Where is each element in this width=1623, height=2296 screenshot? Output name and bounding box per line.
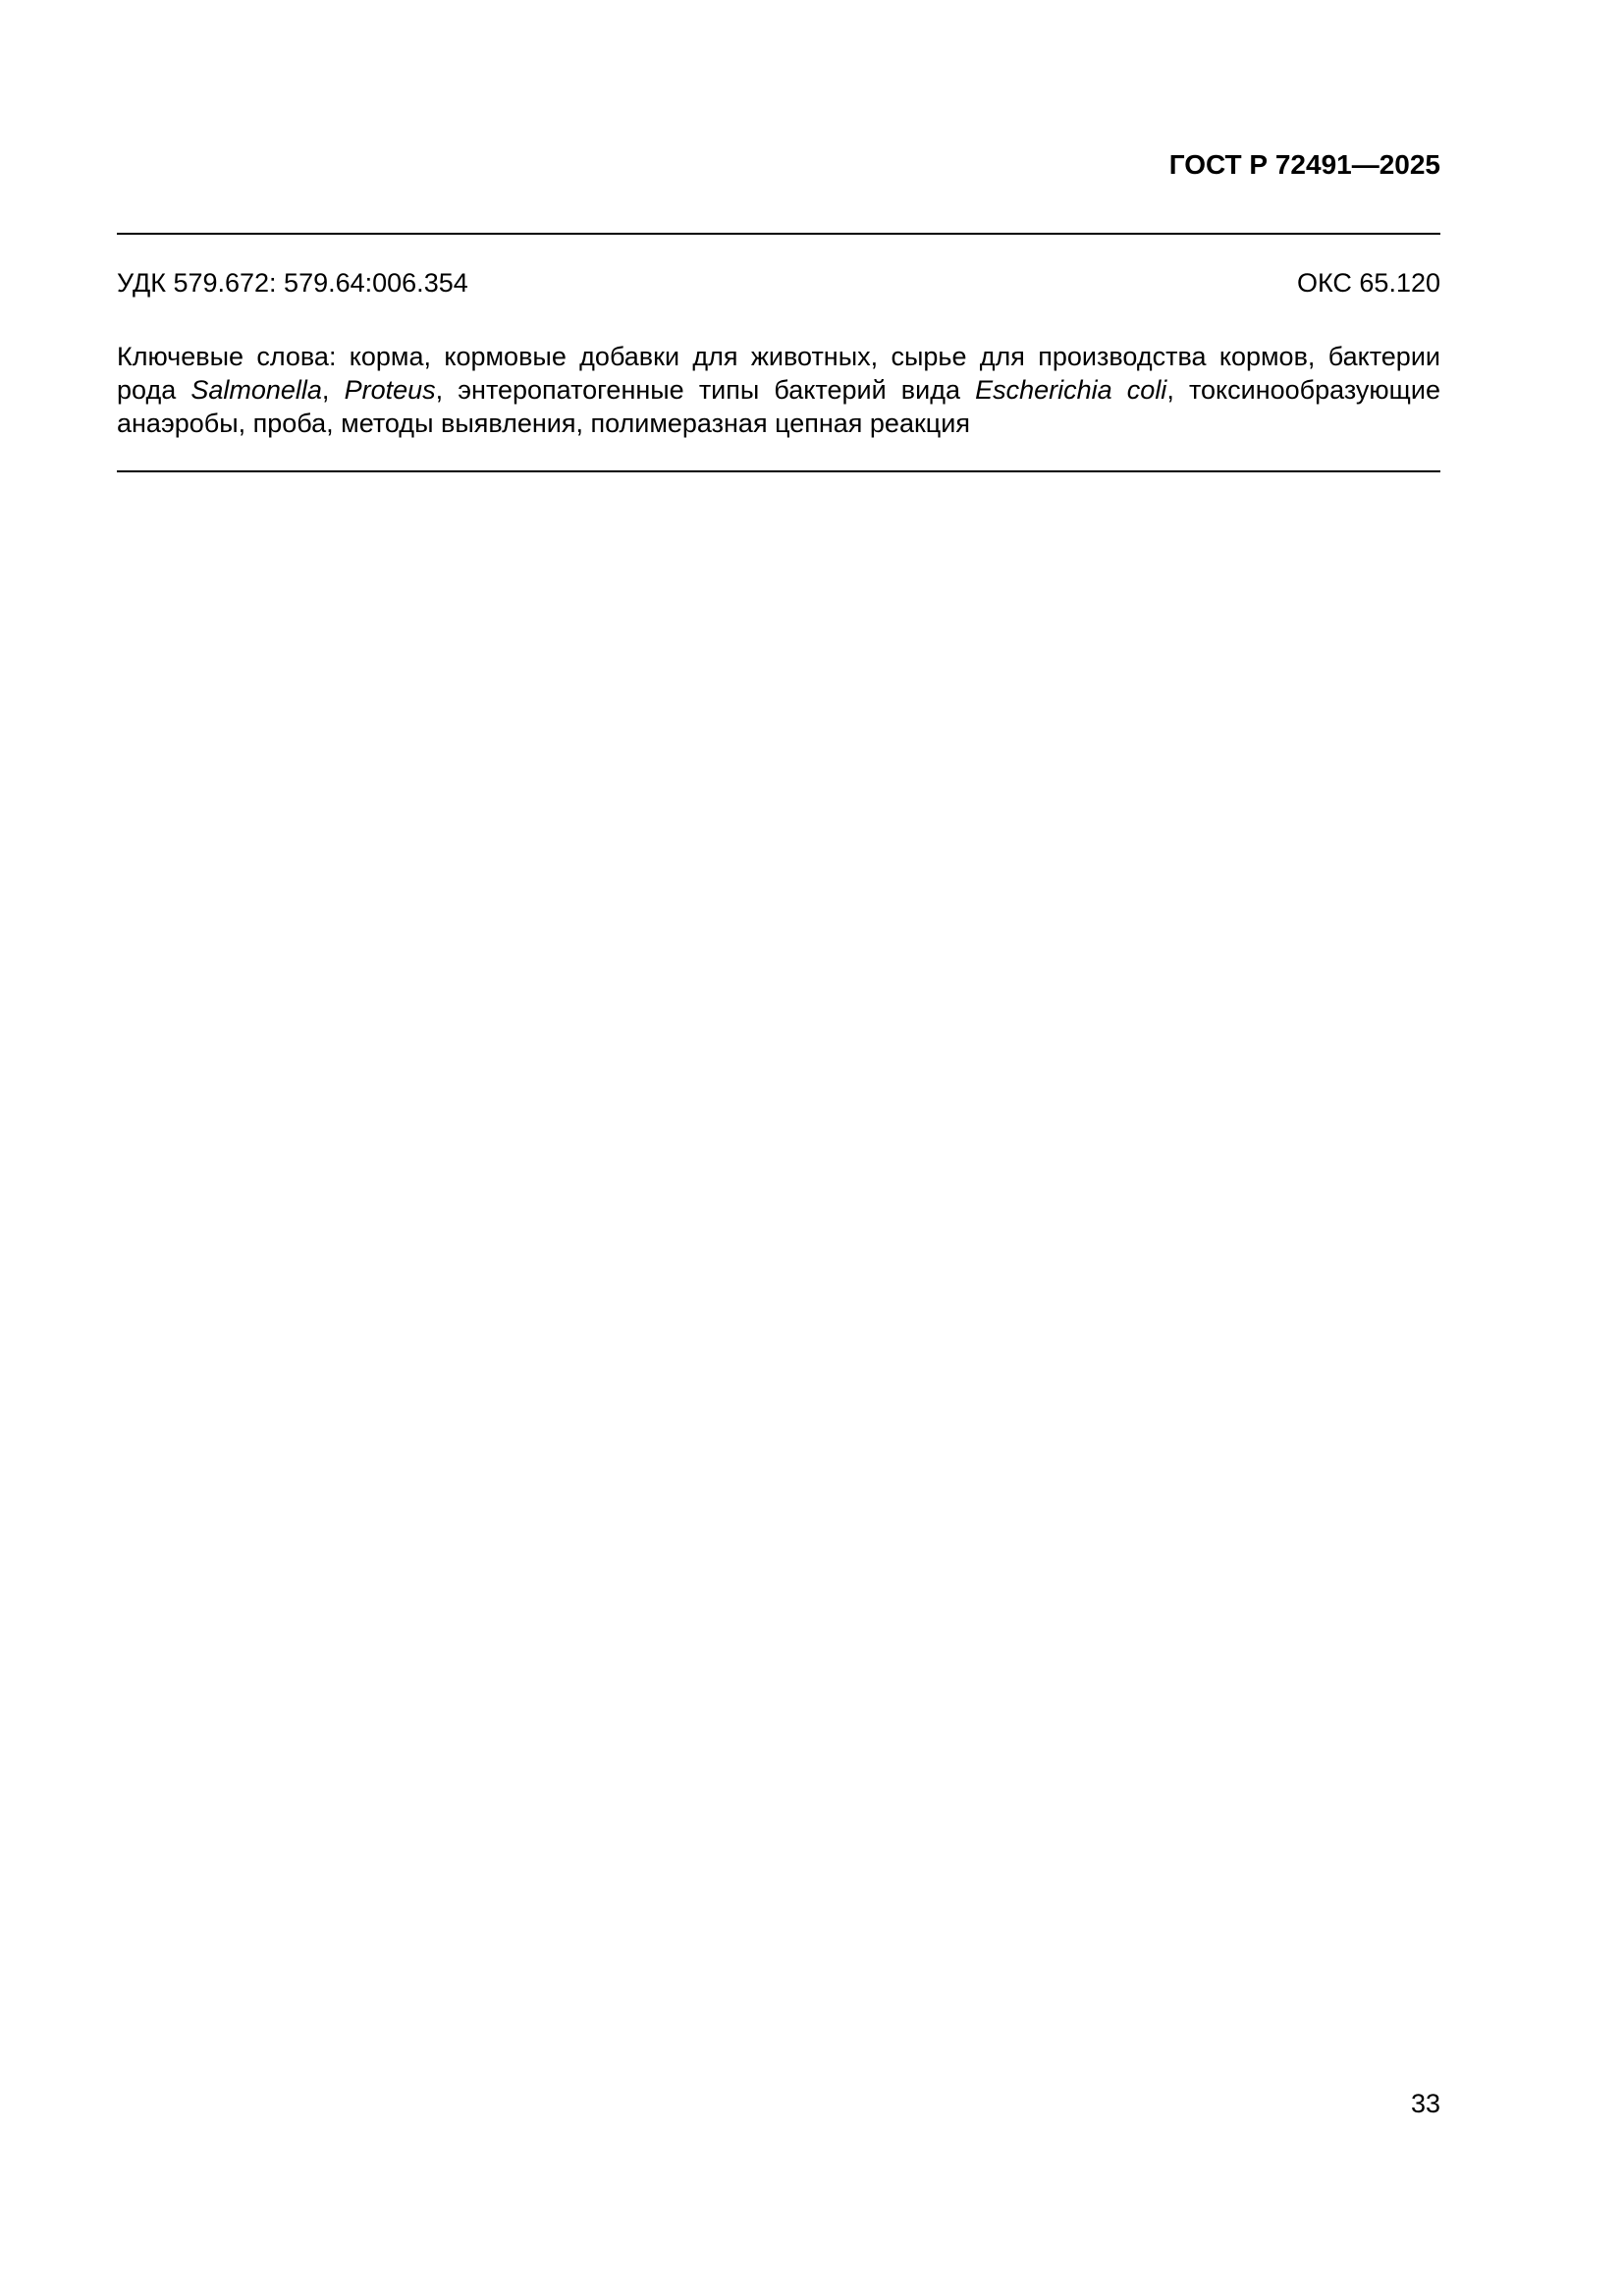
keywords-text: , токсинообразующие <box>1166 375 1440 405</box>
keywords-paragraph <box>117 340 1440 440</box>
genus-salmonella: Salmonella <box>190 375 322 405</box>
top-divider <box>117 233 1440 235</box>
keywords-text: рода <box>117 375 191 405</box>
standard-code: ГОСТ Р 72491—2025 <box>1168 149 1440 180</box>
bottom-divider <box>117 470 1440 472</box>
genus-proteus: Proteus <box>344 375 436 405</box>
keywords-text: , энтеропатогенные типы бактерий вида <box>435 375 976 405</box>
keywords-line-2 <box>117 373 1440 407</box>
oks-code: ОКС 65.120 <box>1296 268 1440 298</box>
page-number: 33 <box>1410 2089 1440 2118</box>
classification-row <box>117 265 1440 301</box>
udk-code: УДК 579.672: 579.64:006.354 <box>117 268 468 298</box>
keywords-text: , <box>321 375 345 405</box>
keywords-line-1: Ключевые слова: корма, кормовые добавки для животных, сырье для производства кормов, бактерии <box>117 342 1440 371</box>
species-escherichia-coli: Escherichia coli <box>975 375 1167 405</box>
keywords-line-3: анаэробы, проба, методы выявления, полимеразная цепная реакция <box>117 409 970 438</box>
